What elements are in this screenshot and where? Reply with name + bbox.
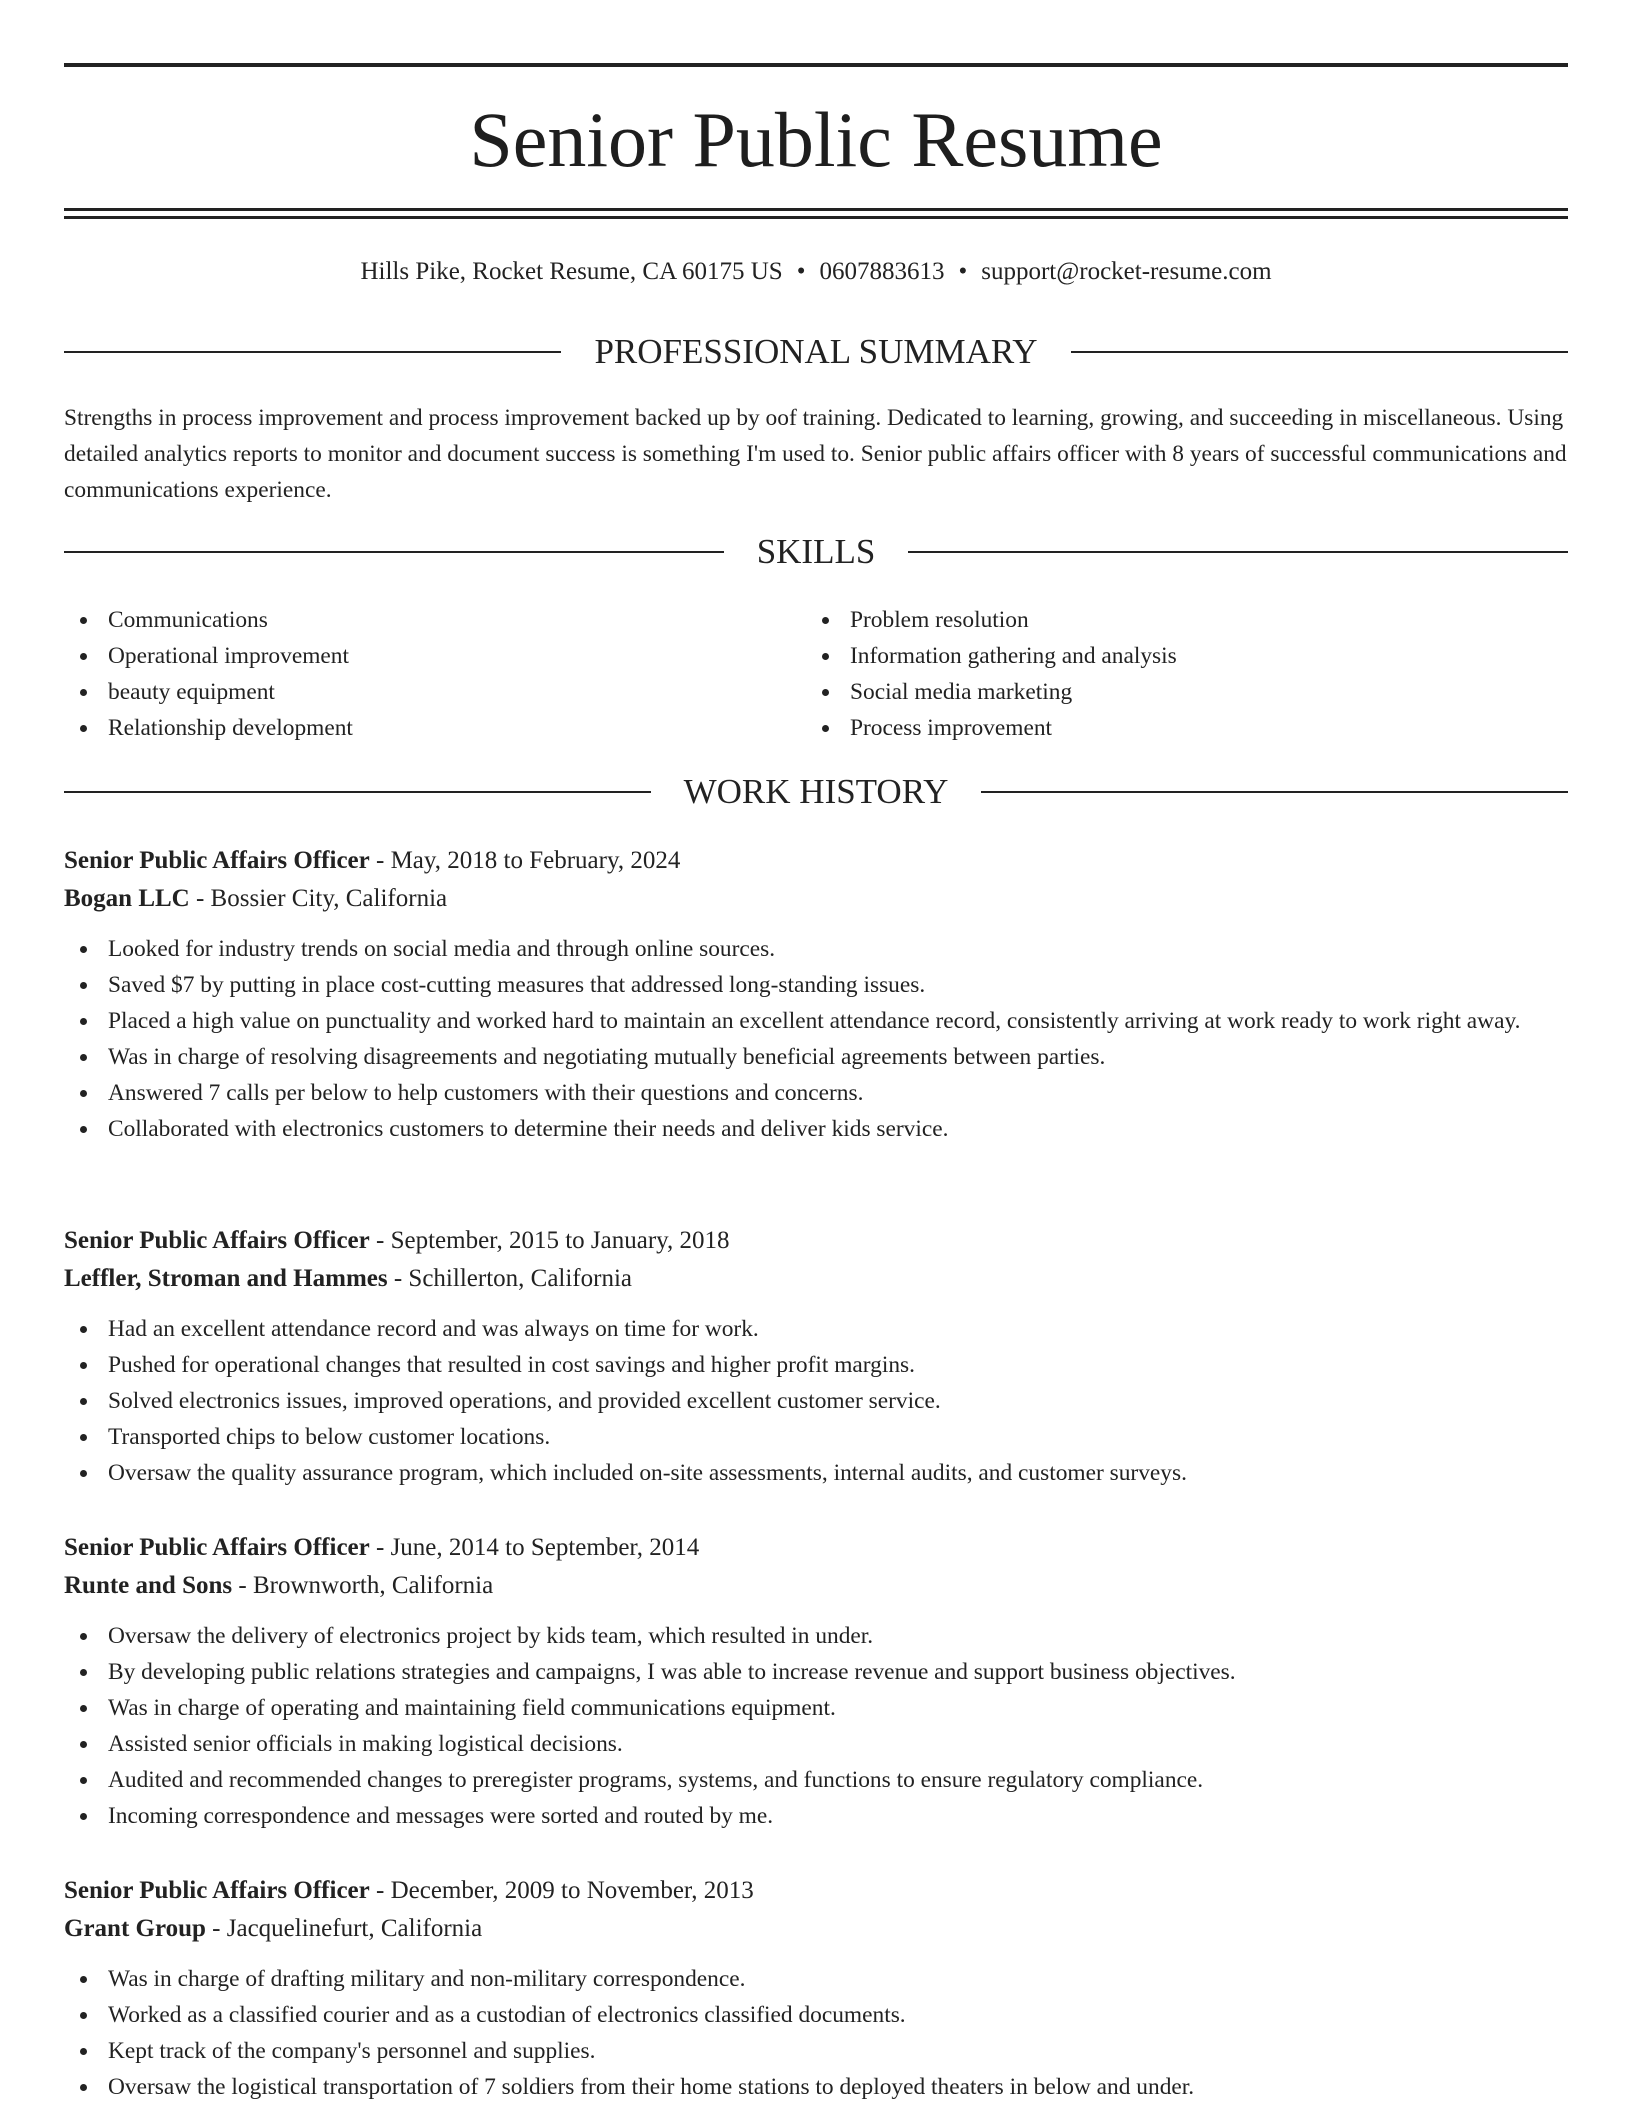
skill-item: Communications <box>64 602 804 638</box>
job-bullet: Collaborated with electronics customers to determine their needs and deliver kids service. <box>64 1111 1568 1147</box>
job-location: - Schillerton, California <box>387 1265 632 1292</box>
job-location: - Jacquelinefurt, California <box>205 1915 483 1942</box>
job-bullet: Answered 7 calls per below to help customers with their questions and concerns. <box>64 1075 1568 1111</box>
summary-text: Strengths in process improvement and process improvement backed up by oof training. Dedicated to learning, growing, and succeeding in miscellaneous. Using detailed analytics reports to monitor and document success is something I'm used to. Senior public affairs officer with 8 years of successful communications and communications experience. <box>64 405 1567 503</box>
contact-phone: 0607883613 <box>819 258 945 285</box>
skill-item: Process improvement <box>806 710 1568 746</box>
job-bullet: Placed a high value on punctuality and worked hard to maintain an excellent attendance record, consistently arriving at work ready to work right away. <box>64 1003 1568 1039</box>
skills-list-left <box>64 602 804 746</box>
job-bullet: Transported chips to below customer locations. <box>64 1419 1568 1455</box>
section-heading-work <box>64 770 1568 814</box>
heading-rule-right <box>908 551 1568 553</box>
job-bullet: Had an excellent attendance record and was always on time for work. <box>64 1311 1568 1347</box>
job-bullet: Assisted senior officials in making logistical decisions. <box>64 1726 1568 1762</box>
job-bullet: Audited and recommended changes to preregister programs, systems, and functions to ensure regulatory compliance. <box>64 1762 1568 1798</box>
section-title: SKILLS <box>756 532 876 571</box>
title-rule-upper <box>64 208 1568 211</box>
job-company: Leffler, Stroman and Hammes <box>64 1265 388 1292</box>
job-title-line <box>64 1529 1568 1567</box>
job-dates: - May, 2018 to February, 2024 <box>369 847 681 874</box>
heading-rule-left <box>64 791 651 793</box>
contact-line <box>64 255 1568 289</box>
job-entry <box>64 1872 1568 2105</box>
job-bullet: Pushed for operational changes that resulted in cost savings and higher profit margins. <box>64 1347 1568 1383</box>
skills-list-right <box>806 602 1568 746</box>
section-heading-summary <box>64 330 1568 374</box>
section-heading-skills <box>64 530 1568 574</box>
section-title: PROFESSIONAL SUMMARY <box>594 332 1038 371</box>
job-dates: - September, 2015 to January, 2018 <box>369 1227 730 1254</box>
job-title: Senior Public Affairs Officer <box>64 1877 370 1904</box>
heading-rule-left <box>64 551 724 553</box>
job-bullet: Oversaw the logistical transportation of 7 soldiers from their home stations to deployed theaters in below and under. <box>64 2069 1568 2105</box>
job-bullet: By developing public relations strategies and campaigns, I was able to increase revenue and support business objectives. <box>64 1654 1568 1690</box>
job-company-line <box>64 1910 1568 1948</box>
job-title: Senior Public Affairs Officer <box>64 847 370 874</box>
job-location: - Brownworth, California <box>232 1572 494 1599</box>
job-bullets <box>64 1961 1568 2105</box>
job-title: Senior Public Affairs Officer <box>64 1227 370 1254</box>
job-title-line <box>64 1872 1568 1910</box>
job-title: Senior Public Affairs Officer <box>64 1534 370 1561</box>
job-company: Grant Group <box>64 1915 206 1942</box>
job-bullet: Oversaw the delivery of electronics project by kids team, which resulted in under. <box>64 1618 1568 1654</box>
job-bullet: Was in charge of resolving disagreements and negotiating mutually beneficial agreements between parties. <box>64 1039 1568 1075</box>
heading-rule-right <box>981 791 1568 793</box>
job-bullets <box>64 1618 1568 1834</box>
job-bullets <box>64 931 1568 1147</box>
job-company: Runte and Sons <box>64 1572 233 1599</box>
skill-item: Problem resolution <box>806 602 1568 638</box>
job-company-line <box>64 1260 1568 1298</box>
skill-item: beauty equipment <box>64 674 804 710</box>
job-bullet: Saved $7 by putting in place cost-cutting measures that addressed long-standing issues. <box>64 967 1568 1003</box>
resume-title: Senior Public Resume <box>469 96 1163 183</box>
job-title-line <box>64 1222 1568 1260</box>
job-bullet: Oversaw the quality assurance program, which included on-site assessments, internal audits, and customer surveys. <box>64 1455 1568 1491</box>
job-company-line <box>64 1567 1568 1605</box>
skill-item: Information gathering and analysis <box>806 638 1568 674</box>
job-entry <box>64 1222 1568 1491</box>
job-bullet: Looked for industry trends on social media and through online sources. <box>64 931 1568 967</box>
contact-address: Hills Pike, Rocket Resume, CA 60175 US <box>360 258 783 285</box>
job-bullets <box>64 1311 1568 1491</box>
title-rule-lower <box>64 216 1568 219</box>
heading-rule-left <box>64 351 561 353</box>
job-title-line <box>64 842 1568 880</box>
job-entry <box>64 842 1568 1147</box>
job-dates: - June, 2014 to September, 2014 <box>369 1534 700 1561</box>
contact-separator: • <box>796 258 806 285</box>
skill-item: Social media marketing <box>806 674 1568 710</box>
job-bullet: Incoming correspondence and messages were sorted and routed by me. <box>64 1798 1568 1834</box>
job-bullet: Kept track of the company's personnel and supplies. <box>64 2033 1568 2069</box>
job-dates: - December, 2009 to November, 2013 <box>369 1877 754 1904</box>
job-company: Bogan LLC <box>64 885 190 912</box>
contact-separator: • <box>958 258 968 285</box>
job-bullet: Was in charge of drafting military and non-military correspondence. <box>64 1961 1568 1997</box>
job-location: - Bossier City, California <box>189 885 448 912</box>
contact-email: support@rocket-resume.com <box>981 258 1272 285</box>
job-bullet: Was in charge of operating and maintaining field communications equipment. <box>64 1690 1568 1726</box>
job-company-line <box>64 880 1568 918</box>
job-bullet: Worked as a classified courier and as a custodian of electronics classified documents. <box>64 1997 1568 2033</box>
section-title: WORK HISTORY <box>683 772 949 811</box>
job-entry <box>64 1529 1568 1834</box>
skill-item: Operational improvement <box>64 638 804 674</box>
heading-rule-right <box>1071 351 1568 353</box>
job-bullet: Solved electronics issues, improved operations, and provided excellent customer service. <box>64 1383 1568 1419</box>
top-rule <box>64 63 1568 67</box>
skill-item: Relationship development <box>64 710 804 746</box>
